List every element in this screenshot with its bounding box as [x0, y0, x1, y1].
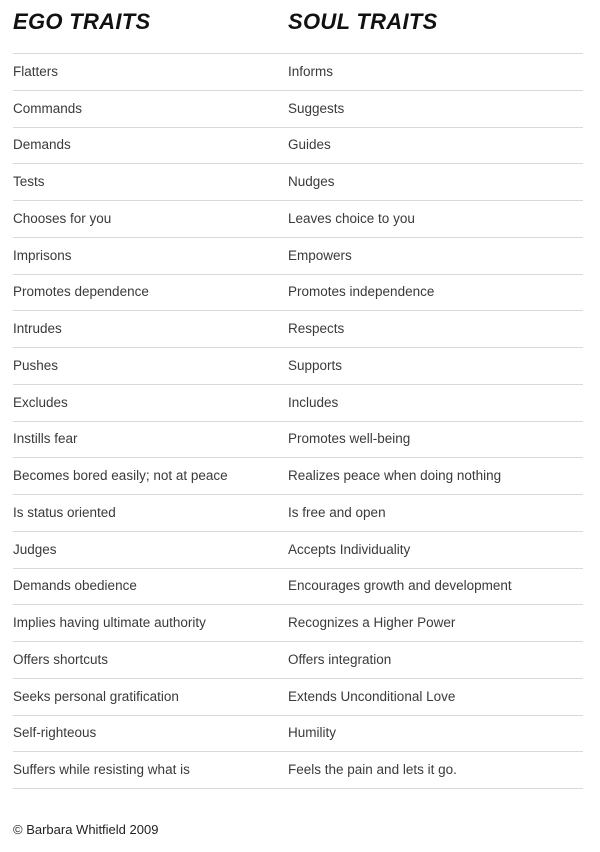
soul-trait-cell: Accepts Individuality: [288, 541, 411, 557]
soul-trait-cell: Informs: [288, 63, 334, 79]
table-row: [13, 752, 583, 789]
soul-trait-cell: Realizes peace when doing nothing: [288, 468, 502, 484]
table-row: [13, 128, 583, 165]
ego-trait-cell: Imprisons: [13, 247, 72, 263]
ego-trait-cell: Promotes dependence: [13, 284, 149, 300]
ego-trait-cell: Intrudes: [13, 321, 62, 337]
table-row: [13, 54, 583, 91]
traits-table: [13, 0, 583, 789]
ego-trait-cell: Offers shortcuts: [13, 651, 109, 667]
ego-trait-cell: Demands obedience: [13, 578, 137, 594]
table-row: [13, 91, 583, 128]
soul-trait-cell: Extends Unconditional Love: [288, 688, 456, 704]
table-row: [13, 458, 583, 495]
soul-trait-cell: Promotes independence: [288, 284, 435, 300]
soul-trait-cell: Includes: [288, 394, 339, 410]
soul-trait-cell: Promotes well-being: [288, 431, 411, 447]
ego-trait-cell: Demands: [13, 137, 71, 153]
ego-trait-cell: Chooses for you: [13, 210, 112, 226]
soul-trait-cell: Nudges: [288, 174, 335, 190]
table-row: [13, 385, 583, 422]
ego-trait-cell: Is status oriented: [13, 504, 116, 520]
ego-trait-cell: Pushes: [13, 357, 59, 373]
ego-trait-cell: Becomes bored easily; not at peace: [13, 468, 228, 484]
table-row: [13, 238, 583, 275]
table-row: [13, 201, 583, 238]
ego-trait-cell: Self-righteous: [13, 725, 97, 741]
soul-trait-cell: Encourages growth and development: [288, 578, 512, 594]
soul-trait-cell: Supports: [288, 357, 343, 373]
soul-trait-cell: Suggests: [288, 100, 345, 116]
table-row: [13, 605, 583, 642]
table-row: [13, 422, 583, 459]
ego-traits-heading: EGO TRAITS: [13, 9, 151, 34]
ego-trait-cell: Flatters: [13, 63, 59, 79]
ego-trait-cell: Suffers while resisting what is: [13, 762, 190, 778]
table-row: [13, 348, 583, 385]
soul-trait-cell: Is free and open: [288, 504, 386, 520]
ego-trait-cell: Judges: [13, 541, 57, 557]
soul-trait-cell: Offers integration: [288, 651, 392, 667]
soul-trait-cell: Guides: [288, 137, 331, 153]
soul-traits-heading: SOUL TRAITS: [288, 9, 438, 34]
soul-trait-cell: Recognizes a Higher Power: [288, 615, 456, 631]
soul-trait-cell: Feels the pain and lets it go.: [288, 762, 457, 778]
table-row: [13, 495, 583, 532]
ego-trait-cell: Implies having ultimate authority: [13, 615, 206, 631]
table-row: [13, 275, 583, 312]
ego-trait-cell: Instills fear: [13, 431, 78, 447]
soul-trait-cell: Respects: [288, 321, 345, 337]
soul-trait-cell: Humility: [288, 725, 337, 741]
table-header: [13, 0, 583, 54]
table-row: [13, 716, 583, 753]
ego-trait-cell: Seeks personal gratification: [13, 688, 179, 704]
table-row: [13, 642, 583, 679]
ego-trait-cell: Excludes: [13, 394, 68, 410]
table-row: [13, 679, 583, 716]
ego-trait-cell: Commands: [13, 100, 83, 116]
table-row: [13, 164, 583, 201]
copyright-footer: © Barbara Whitfield 2009: [13, 822, 159, 837]
soul-trait-cell: Leaves choice to you: [288, 210, 415, 226]
table-row: [13, 532, 583, 569]
ego-trait-cell: Tests: [13, 174, 45, 190]
table-row: [13, 311, 583, 348]
table-body: [13, 54, 583, 789]
soul-trait-cell: Empowers: [288, 247, 352, 263]
table-row: [13, 569, 583, 606]
